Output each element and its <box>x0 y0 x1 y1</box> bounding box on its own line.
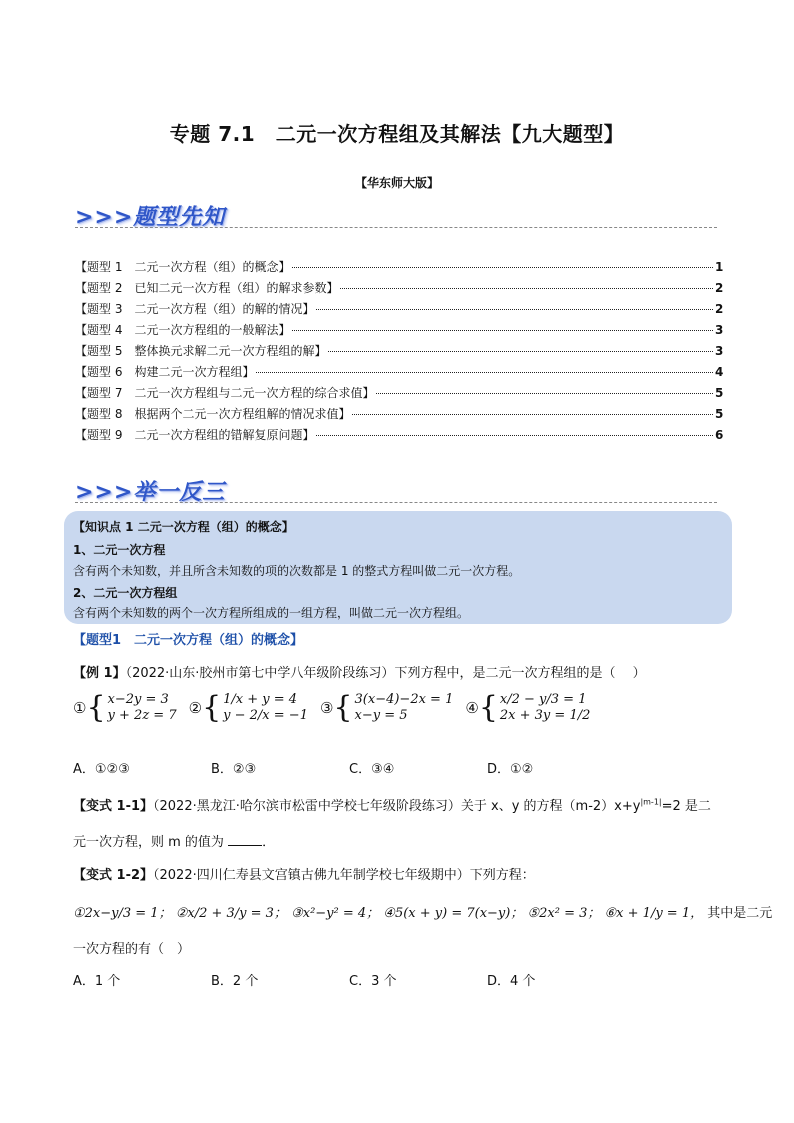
toc-row[interactable] <box>75 279 723 300</box>
system-marker: ② <box>188 699 203 717</box>
variant-1-1-text-d: ． <box>262 835 276 850</box>
toc-label: 【题型 8 根据两个二元一次方程组解的情况求值】 <box>75 407 351 421</box>
toc-label: 【题型 9 二元一次方程组的错解复原问题】 <box>75 428 315 442</box>
toc-label: 【题型 1 二元一次方程（组）的概念】 <box>75 260 291 274</box>
system-equation: x/2 − y/3 = 1 <box>499 692 587 707</box>
variant-1-2-tail: 其中是二元 <box>707 906 773 921</box>
equation-system <box>189 692 308 724</box>
system-equation: 2x + 3y = 1/2 <box>499 708 591 723</box>
system-equation: x−y = 5 <box>354 708 408 723</box>
toc-leader-dots <box>256 372 713 373</box>
toc-label: 【题型 5 整体换元求解二元一次方程组的解】 <box>75 344 327 358</box>
variant-1-1-text-a: 关于 x、y 的方程（m-2）x+y <box>460 799 641 814</box>
toc-leader-dots <box>292 267 713 268</box>
toc-page-number: 6 <box>715 428 724 442</box>
equation-system <box>73 692 177 724</box>
section-heading: 【题型1 二元一次方程（组）的概念】 <box>73 633 304 648</box>
brace-icon: { <box>333 690 353 725</box>
option-d[interactable]: D．4 个 <box>487 974 536 989</box>
variant-1-1-source: （2022·黑龙江·哈尔滨市松雷中学校七年级阶段练习） <box>153 799 461 814</box>
toc-leader-dots <box>328 351 713 352</box>
equation-1: ①2x−y/3 = 1； <box>73 906 172 921</box>
knowledge-heading-1: 1、二元一次方程 <box>73 543 166 557</box>
toc-row[interactable] <box>75 363 723 384</box>
variant-1-2-text: 下列方程： <box>469 868 535 883</box>
variant-1-1-text-c: 元一次方程，则 m 的值为 <box>73 835 224 850</box>
toc-leader-dots <box>376 393 713 394</box>
equation-system <box>465 692 590 724</box>
variant-1-2-question <box>73 864 535 883</box>
toc-row[interactable] <box>75 342 723 363</box>
variant-1-1-exponent: |m-1| <box>640 797 662 807</box>
system-equation: x−2y = 3 <box>107 692 169 707</box>
example-1-question <box>73 662 646 681</box>
toc-leader-dots <box>352 414 713 415</box>
example-1-options <box>73 758 625 777</box>
variant-1-2-prefix: 【变式 1-2】 <box>73 868 154 883</box>
toc-leader-dots <box>292 330 713 331</box>
equation-system <box>320 692 453 724</box>
option-a[interactable]: A．①②③ <box>73 762 130 777</box>
option-b[interactable]: B．2 个 <box>211 974 259 989</box>
toc-label: 【题型 6 构建二元一次方程组】 <box>75 365 255 379</box>
toc-page-number: 2 <box>715 302 724 316</box>
system-marker: ① <box>73 699 87 717</box>
toc-label: 【题型 7 二元一次方程组与二元一次方程的综合求值】 <box>75 386 375 400</box>
toc-row[interactable] <box>75 426 723 447</box>
example-1-prefix: 【例 1】 <box>73 666 126 681</box>
option-a[interactable]: A．1 个 <box>73 974 121 989</box>
banner-preview: >>>题型先知 <box>75 205 226 230</box>
system-marker: ④ <box>465 699 479 717</box>
page-title: 专题 7.1 二元一次方程组及其解法【九大题型】 <box>169 122 625 146</box>
variant-1-1-line2 <box>73 831 275 850</box>
brace-icon: { <box>86 690 106 725</box>
toc-label: 【题型 3 二元一次方程（组）的解的情况】 <box>75 302 315 316</box>
equation-3: ③x²−y² = 4； <box>291 906 380 921</box>
toc-leader-dots <box>340 288 713 289</box>
toc-page-number: 3 <box>715 344 724 358</box>
divider <box>75 502 717 503</box>
equation-4: ④5(x + y) = 7(x−y)； <box>383 906 524 921</box>
variant-1-2-equations <box>73 902 772 921</box>
brace-icon: { <box>202 690 222 725</box>
system-equation: 1/x + y = 4 <box>223 692 298 707</box>
toc-row[interactable] <box>75 258 723 279</box>
option-b[interactable]: B．②③ <box>211 762 257 777</box>
option-c[interactable]: C．3 个 <box>349 974 397 989</box>
variant-1-1-prefix: 【变式 1-1】 <box>73 799 154 814</box>
system-marker: ③ <box>319 699 334 717</box>
toc-page-number: 4 <box>715 365 724 379</box>
banner-practice: >>>举一反三 <box>75 480 226 505</box>
answer-blank[interactable] <box>228 833 262 846</box>
equation-2: ②x/2 + 3/y = 3； <box>175 906 287 921</box>
toc-page-number: 2 <box>715 281 724 295</box>
edition-subtitle: 【华东师大版】 <box>354 176 439 190</box>
system-equation: y − 2/x = −1 <box>223 708 308 723</box>
toc-row[interactable] <box>75 384 723 405</box>
toc-page-number: 1 <box>715 260 724 274</box>
toc-page-number: 5 <box>715 386 724 400</box>
variant-1-2-options <box>73 970 625 989</box>
variant-1-1-question <box>73 795 733 814</box>
example-1-text: 下列方程中，是二元一次方程组的是（ ） <box>394 666 646 681</box>
toc-page-number: 5 <box>715 407 724 421</box>
system-equation: 3(x−4)−2x = 1 <box>354 692 454 707</box>
knowledge-title: 【知识点 1 二元一次方程（组）的概念】 <box>73 520 294 534</box>
system-equation: y + 2z = 7 <box>107 708 177 723</box>
toc-row[interactable] <box>75 321 723 342</box>
toc-page-number: 3 <box>715 323 724 337</box>
toc-leader-dots <box>316 309 713 310</box>
option-d[interactable]: D．①② <box>487 762 534 777</box>
variant-1-1-text-b: =2 是二 <box>661 799 711 814</box>
toc-label: 【题型 2 已知二元一次方程（组）的解求参数】 <box>75 281 339 295</box>
toc-leader-dots <box>316 435 713 436</box>
option-c[interactable]: C．③④ <box>349 762 395 777</box>
example-1-systems <box>73 692 590 724</box>
equation-6: ⑥x + 1/y = 1， <box>604 906 704 921</box>
variant-1-2-source: （2022·四川仁寿县文宫镇古佛九年制学校七年级期中） <box>153 868 470 883</box>
toc-row[interactable] <box>75 300 723 321</box>
toc-label: 【题型 4 二元一次方程组的一般解法】 <box>75 323 291 337</box>
table-of-contents <box>75 258 723 447</box>
knowledge-heading-2: 2、二元一次方程组 <box>73 586 178 600</box>
knowledge-text-1: 含有两个未知数，并且所含未知数的项的次数都是 1 的整式方程叫做二元一次方程。 <box>73 564 521 578</box>
knowledge-text-2: 含有两个未知数的两个一次方程所组成的一组方程，叫做二元一次方程组。 <box>73 606 470 620</box>
equation-5: ⑤2x² = 3； <box>527 906 601 921</box>
divider <box>75 227 717 228</box>
variant-1-2-line2: 一次方程的有（ ） <box>73 942 191 957</box>
toc-row[interactable] <box>75 405 723 426</box>
example-1-source: （2022·山东·胶州市第七中学八年级阶段练习） <box>125 666 395 681</box>
brace-icon: { <box>478 690 498 725</box>
